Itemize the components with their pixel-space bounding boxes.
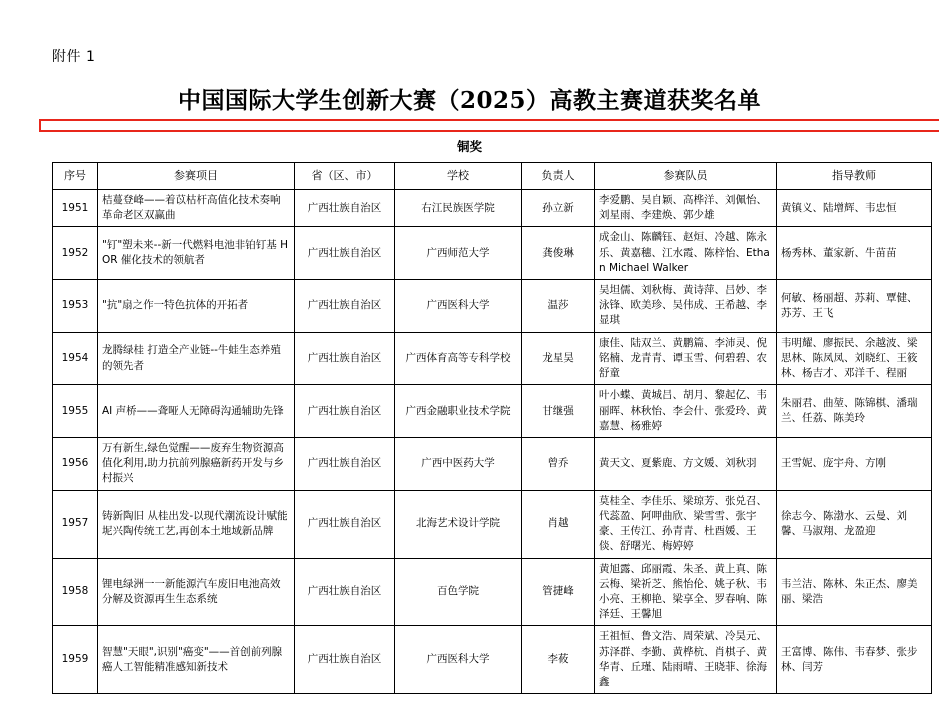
- cell-leader: 孙立新: [522, 189, 595, 226]
- cell-leader: 温莎: [522, 280, 595, 333]
- cell-teachers: 何敏、杨丽超、苏莉、覃健、苏芳、王飞: [777, 280, 932, 333]
- cell-teachers: 韦兰洁、陈林、朱正杰、廖美丽、梁浩: [777, 558, 932, 626]
- cell-region: 广西壮族自治区: [295, 626, 395, 694]
- column-header-leader: 负责人: [522, 163, 595, 190]
- cell-region: 广西壮族自治区: [295, 280, 395, 333]
- awards-table-body: [53, 189, 932, 693]
- award-class-label: 铜奖: [456, 139, 482, 154]
- cell-school: 广西体育高等专科学校: [395, 332, 522, 385]
- cell-leader: 管捷峰: [522, 558, 595, 626]
- cell-teachers: 黄镇义、陆增辉、韦忠恒: [777, 189, 932, 226]
- table-row: [53, 558, 932, 626]
- cell-members: 王祖恒、鲁文浩、周荣斌、冷昊元、苏泽群、李勤、黄桦杭、肖棋子、黄华青、丘瑾、陆雨晴、王晓菲、徐海鑫: [595, 626, 777, 694]
- cell-region: 广西壮族自治区: [295, 438, 395, 491]
- cell-members: 莫桂全、李佳乐、梁琼芳、张兑召、代蕊盈、阿呷曲欣、梁雪雪、张宇豪、王传江、孙青青、杜酉媛、王倓、舒曙光、梅婷婷: [595, 490, 777, 558]
- column-header-project: 参赛项目: [98, 163, 295, 190]
- awards-table: [52, 162, 932, 694]
- table-row: [53, 626, 932, 694]
- cell-teachers: 朱丽君、曲堃、陈锦棋、潘瑞兰、任荔、陈美玲: [777, 385, 932, 438]
- cell-teachers: 王富博、陈伟、韦春梦、张步林、闫芳: [777, 626, 932, 694]
- cell-region: 广西壮族自治区: [295, 558, 395, 626]
- cell-seq: 1957: [53, 490, 98, 558]
- table-row: [53, 332, 932, 385]
- cell-region: 广西壮族自治区: [295, 227, 395, 280]
- table-header-row: [53, 163, 932, 190]
- cell-school: 北海艺术设计学院: [395, 490, 522, 558]
- cell-members: 吴坦儒、刘秋梅、黄诗萍、吕妙、李泳锋、欧美珍、吴伟成、王希越、李显琪: [595, 280, 777, 333]
- cell-project: "抗"扇之作一特色抗体的开拓者: [98, 280, 295, 333]
- cell-seq: 1953: [53, 280, 98, 333]
- cell-teachers: 杨秀林、董家新、牛苗苗: [777, 227, 932, 280]
- cell-leader: 曾乔: [522, 438, 595, 491]
- cell-project: 智慧"天眼",识别"癌变"——首创前列腺癌人工智能精准感知新技术: [98, 626, 295, 694]
- table-row: [53, 189, 932, 226]
- cell-leader: 龚俊琳: [522, 227, 595, 280]
- cell-school: 广西金融职业技术学院: [395, 385, 522, 438]
- cell-seq: 1952: [53, 227, 98, 280]
- table-row: [53, 438, 932, 491]
- cell-leader: 肖越: [522, 490, 595, 558]
- cell-seq: 1956: [53, 438, 98, 491]
- page-title: 中国国际大学生创新大赛（2025）高教主赛道获奖名单: [177, 87, 761, 114]
- row-highlight-box: [39, 119, 939, 132]
- cell-school: 右江民族医学院: [395, 189, 522, 226]
- cell-leader: 李莜: [522, 626, 595, 694]
- cell-leader: 甘继强: [522, 385, 595, 438]
- cell-teachers: 王雪妮、庞宇舟、方刚: [777, 438, 932, 491]
- attachment-label: 附件 1: [52, 49, 96, 65]
- column-header-seq: 序号: [53, 163, 98, 190]
- cell-project: 锂电绿洲一一新能源汽车废旧电池高效分解及资源再生生态系统: [98, 558, 295, 626]
- cell-school: 广西中医药大学: [395, 438, 522, 491]
- cell-region: 广西壮族自治区: [295, 189, 395, 226]
- cell-project: "钉"塑未来--新一代燃料电池非铂钉基 HOR 催化技术的领航者: [98, 227, 295, 280]
- table-row: [53, 227, 932, 280]
- cell-project: 桔蔓登峰——着苡枯杆高值化技术奏响革命老区双赢曲: [98, 189, 295, 226]
- cell-teachers: 徐志今、陈渤水、云曼、刘馨、马淑翔、龙盈迎: [777, 490, 932, 558]
- cell-teachers: 韦明耀、廖振民、余越波、梁思林、陈凤凤、刘晓红、王筱林、杨吉才、邓洋千、程丽: [777, 332, 932, 385]
- cell-seq: 1954: [53, 332, 98, 385]
- cell-region: 广西壮族自治区: [295, 385, 395, 438]
- cell-school: 广西医科大学: [395, 626, 522, 694]
- column-header-school: 学校: [395, 163, 522, 190]
- cell-school: 广西师范大学: [395, 227, 522, 280]
- cell-members: 黄旭露、邱丽霞、朱圣、黄上真、陈云梅、梁祈芝、熊怡伦、姚子秋、韦小亮、王柳艳、梁享全、罗春响、陈泽廷、王馨旭: [595, 558, 777, 626]
- cell-project: 铸新陶旧 从桂出发-以现代潮流设计赋能坭兴陶传统工艺,再创本土地域新品牌: [98, 490, 295, 558]
- cell-project: 龙腾绿桂 打造全产业链--牛蛙生态养殖的领先者: [98, 332, 295, 385]
- column-header-members: 参赛队员: [595, 163, 777, 190]
- column-header-region: 省（区、市）: [295, 163, 395, 190]
- cell-project: AI 声桥——聋哑人无障碍沟通辅助先锋: [98, 385, 295, 438]
- cell-project: 万有新生,绿色觉醒——废弃生物资源高值化利用,助力抗前列腺癌新药开发与乡村振兴: [98, 438, 295, 491]
- cell-seq: 1955: [53, 385, 98, 438]
- cell-seq: 1958: [53, 558, 98, 626]
- table-row: [53, 385, 932, 438]
- cell-members: 李爱鹏、吴自颖、高桦洋、刘佩怡、刘星雨、李建焕、郭少雄: [595, 189, 777, 226]
- table-row: [53, 490, 932, 558]
- cell-members: 黄天文、夏紫鹿、方文媛、刘秋羽: [595, 438, 777, 491]
- cell-school: 广西医科大学: [395, 280, 522, 333]
- cell-region: 广西壮族自治区: [295, 332, 395, 385]
- cell-members: 康佳、陆双兰、黄鹏篇、李沛灵、倪铭楠、龙青青、谭玉雪、何碧碧、农舒童: [595, 332, 777, 385]
- cell-members: 成金山、陈麟钰、赵烜、冷越、陈永乐、黄嘉穗、江水霞、陈梓怡、Ethan Michael Walker: [595, 227, 777, 280]
- cell-seq: 1959: [53, 626, 98, 694]
- cell-seq: 1951: [53, 189, 98, 226]
- cell-school: 百色学院: [395, 558, 522, 626]
- column-header-teachers: 指导教师: [777, 163, 932, 190]
- cell-members: 叶小蝶、黄城吕、胡月、黎起亿、韦丽晖、林秋怡、李会什、张爱玲、黄嘉慧、杨雅婷: [595, 385, 777, 438]
- cell-region: 广西壮族自治区: [295, 490, 395, 558]
- table-row: [53, 280, 932, 333]
- cell-leader: 龙星昊: [522, 332, 595, 385]
